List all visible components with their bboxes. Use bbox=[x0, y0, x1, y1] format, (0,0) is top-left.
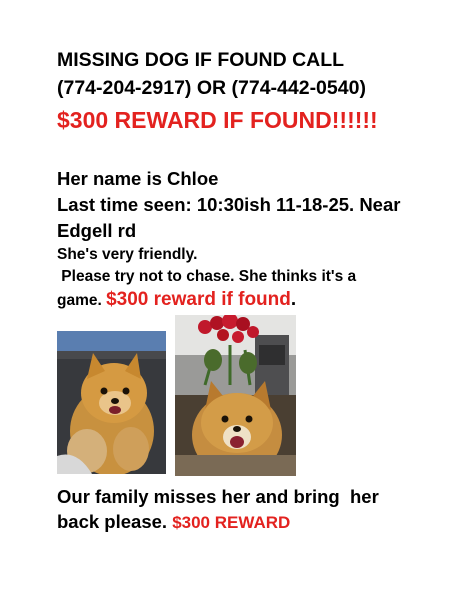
footer-prefix: back please. bbox=[57, 511, 173, 532]
chase-prefix: game. bbox=[57, 292, 107, 309]
dog-details bbox=[57, 166, 400, 244]
footer-reward-line bbox=[57, 509, 290, 536]
reward-headline: $300 REWARD IF FOUND!!!!!! bbox=[57, 107, 378, 133]
flyer-heading bbox=[57, 46, 366, 102]
chase-suffix: . bbox=[290, 289, 297, 310]
dog-photo-2-image bbox=[175, 315, 296, 476]
footer-reward: $300 REWARD bbox=[172, 513, 291, 532]
chase-warning-continued bbox=[57, 287, 296, 314]
inline-reward: $300 reward if found bbox=[106, 289, 291, 310]
heading-missing-line: MISSING DOG IF FOUND CALL bbox=[57, 49, 345, 71]
friendly-line: She's very friendly. bbox=[57, 246, 198, 263]
heading-phone-line: (774-204-2917) OR (774-442-0540) bbox=[57, 77, 366, 99]
chase-warning-line: Please try not to chase. She thinks it's a bbox=[57, 268, 357, 285]
last-seen-location-line: Edgell rd bbox=[57, 220, 137, 241]
dog-name-line: Her name is Chloe bbox=[57, 168, 219, 189]
pomeranian-dog-photo-1 bbox=[57, 331, 166, 474]
last-seen-line: Last time seen: 10:30ish 11-18-25. Near bbox=[57, 194, 401, 215]
dog-photo-1-image bbox=[57, 331, 166, 474]
footer-plea-line: Our family misses her and bring her bbox=[57, 486, 379, 507]
pomeranian-dog-with-roses-photo-2 bbox=[175, 315, 296, 476]
